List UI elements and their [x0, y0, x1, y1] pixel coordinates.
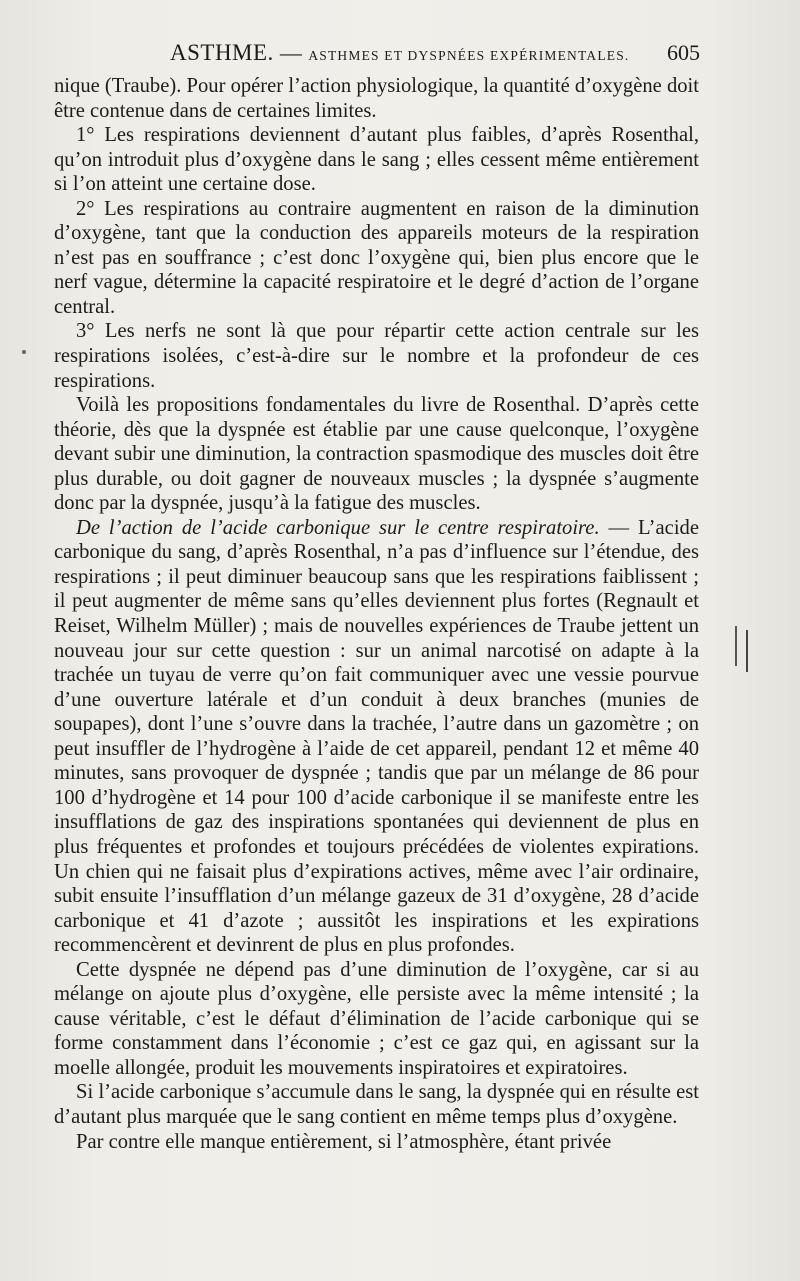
paragraph-point-1: 1° Les respirations deviennent d’autant plus faibles, d’après Rosenthal, qu’on introduit plus d’oxygène dans le sang ; elles cessent même entièrement si l’on atteint une certaine dose.: [54, 124, 699, 196]
paragraph-continuation: nique (Traube). Pour opérer l’action physiologique, la quantité d’oxygène doit être contenue dans de certaines limites.: [54, 75, 699, 122]
page-number: 605: [667, 40, 700, 65]
paragraph-accumulation: Si l’acide carbonique s’accumule dans le sang, la dyspnée qui en résulte est d’autant plus marquée que le sang contient en même temps plus d’oxygène.: [54, 1081, 699, 1128]
paragraph-acide-carbonique: [54, 516, 699, 958]
section-heading-italic: De l’action de l’acide carbonique sur le centre respiratoire.: [76, 516, 600, 539]
margin-dot: [22, 350, 26, 354]
running-head-separator: —: [279, 40, 303, 65]
paragraph-dyspnee-cause: Cette dyspnée ne dépend pas d’une diminution de l’oxygène, car si au mélange on ajoute plus d’oxygène, elle persiste avec la même intensité ; la cause véritable, c’est le défaut d’élimination de l’acide carbonique qui se forme constamment dans l’économie ; c’est ce gaz qui, en agissant sur la moelle allongée, produit les mouvements inspiratoires et expiratoires.: [54, 958, 699, 1079]
running-head-main: ASTHME.: [170, 40, 274, 65]
paragraph-rosenthal-summary: Voilà les propositions fondamentales du livre de Rosenthal. D’après cette théorie, dès que la dyspnée est établie par une cause quelconque, l’oxygène devant subir une diminution, la contraction spasmodique des muscles doit être plus durable, ou doit gagner de nouveaux muscles ; la dyspnée s’augmente donc par la dyspnée, jusqu’à la fatigue des muscles.: [54, 394, 699, 515]
paragraph-point-3: 3° Les nerfs ne sont là que pour répartir cette action centrale sur les respirations isolées, c’est-à-dire sur le nombre et la profondeur de ces respirations.: [54, 320, 699, 392]
running-head-sub: ASTHMES ET DYSPNÉES EXPÉRIMENTALES.: [308, 48, 630, 63]
section-text: — L’acide carbonique du sang, d’après Rosenthal, n’a pas d’influence sur l’étendue, des respirations ; il peut diminuer beaucoup sans que les respirations faiblissent ; il peut augmenter de même sans qu’elles deviennent plus fortes (Regnault et Reiset, Wilhelm Müller) ; mais de nouvelles expériences de Traube jettent un nouveau jour sur cette question : sur un animal narcotisé on adapte à la trachée un tuyau de verre qu’on fait communiquer avec une vessie pourvue d’une ouverture latérale et d’un conduit à deux branches (munies de soupapes), dont l’une s’ouvre dans la trachée, l’autre dans un gazomètre ; on peut insuffler de l’hydrogène à l’aide de cet appareil, pendant 12 et même 40 minutes, sans provoquer de dyspnée ; tandis que par un mélange de 86 pour 100 d’hydrogène et 14 pour 100 d’acide carbonique il se manifeste entre les insufflations de gaz des inspirations spontanées qui deviennent de plus en plus fréquentes et profondes et toujours précédées de violentes expirations. Un chien qui ne faisait plus d’expirations actives, même avec l’air ordinaire, subit ensuite l’insufflation d’un mélange gazeux de 31 d’oxygène, 28 d’acide carbonique et 41 d’azote ; aussitôt les inspirations et les expirations recommencèrent et devinrent de plus en plus profondes.: [54, 516, 699, 957]
body-text: [54, 74, 699, 1154]
running-head: [170, 40, 630, 66]
paragraph-point-2: 2° Les respirations au contraire augmentent en raison de la diminution d’oxygène, tant que la conduction des appareils moteurs de la respiration n’est pas en souffrance ; c’est donc l’oxygène qui, bien plus encore que le nerf vague, détermine la capacité respiratoire et le degré d’action de l’organe central.: [54, 197, 699, 318]
page-header: [170, 40, 700, 70]
paragraph-par-contre: Par contre elle manque entièrement, si l’atmosphère, étant privée: [76, 1130, 612, 1153]
margin-pencil-mark: [735, 626, 737, 666]
margin-pencil-mark: [746, 630, 748, 672]
